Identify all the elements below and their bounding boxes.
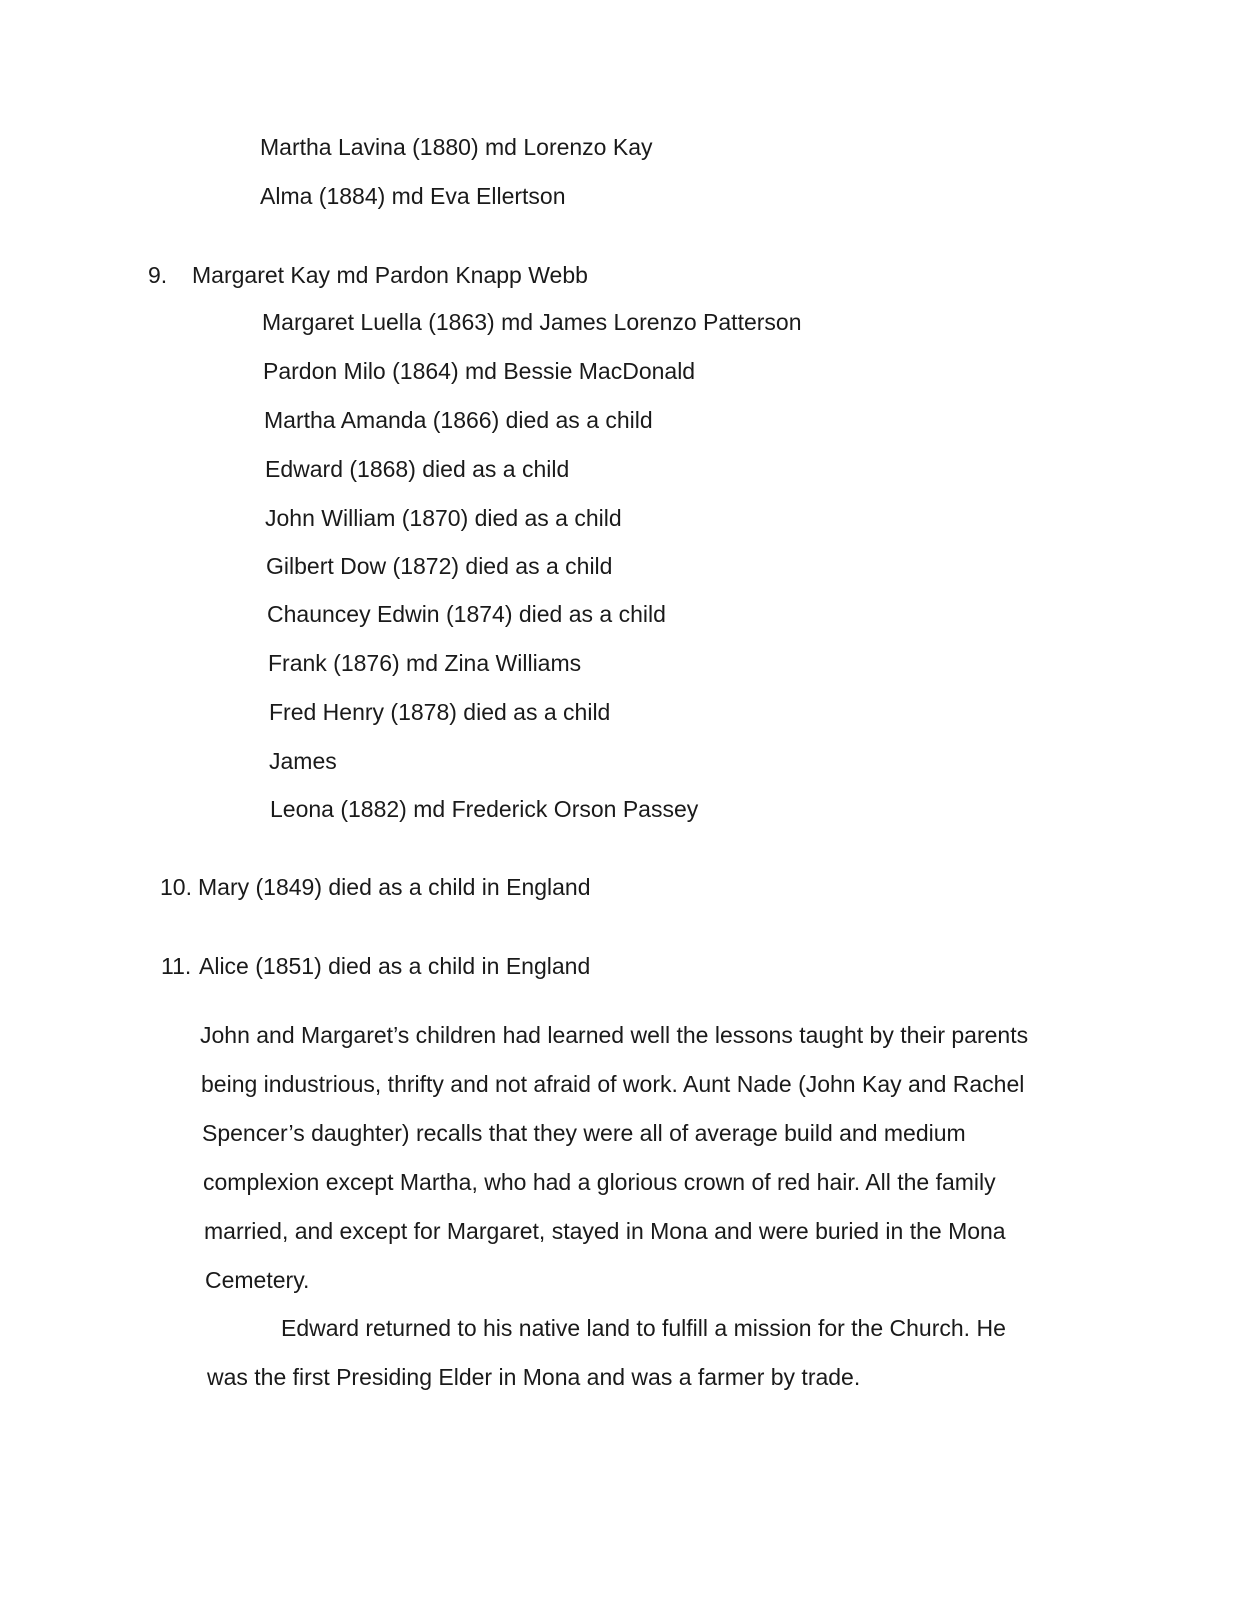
child-line: Fred Henry (1878) died as a child [269,699,611,725]
child-line: Chauncey Edwin (1874) died as a child [267,601,666,627]
prev-child-line: Martha Lavina (1880) md Lorenzo Kay [260,134,653,160]
paragraph-line: complexion except Martha, who had a glorious crown of red hair. All the family [203,1169,996,1195]
child-line: Martha Amanda (1866) died as a child [264,407,653,433]
entry-text: Alice (1851) died as a child in England [199,953,591,979]
child-line: Pardon Milo (1864) md Bessie MacDonald [263,358,696,384]
child-line: Frank (1876) md Zina Williams [268,650,582,676]
child-line: James [269,748,337,774]
child-line: Leona (1882) md Frederick Orson Passey [270,796,699,822]
child-line: Gilbert Dow (1872) died as a child [266,553,613,579]
entry-11 [161,951,590,981]
entry-9-heading [148,260,588,290]
paragraph-line: Cemetery. [205,1267,310,1293]
prev-child-line: Alma (1884) md Eva Ellertson [260,183,566,209]
paragraph-line: Edward returned to his native land to fulfill a mission for the Church. He [281,1315,1006,1341]
entry-heading-text: Margaret Kay md Pardon Knapp Webb [192,262,588,288]
paragraph-line: married, and except for Margaret, stayed in Mona and were buried in the Mona [204,1218,1006,1244]
child-line: Edward (1868) died as a child [265,456,570,482]
paragraph-line: was the first Presiding Elder in Mona and was a farmer by trade. [207,1364,861,1390]
paragraph-line: Spencer’s daughter) recalls that they were all of average build and medium [202,1120,966,1146]
entry-number: 11. [161,953,192,979]
entry-10 [160,872,591,902]
entry-text: Mary (1849) died as a child in England [198,874,591,900]
paragraph-line: John and Margaret’s children had learned well the lessons taught by their parents [200,1022,1029,1048]
paragraph-line: being industrious, thrifty and not afraid of work. Aunt Nade (John Kay and Rachel [201,1071,1025,1097]
entry-number: 10. [160,874,192,900]
child-line: John William (1870) died as a child [265,505,622,531]
child-line: Margaret Luella (1863) md James Lorenzo Patterson [262,309,802,335]
entry-number: 9. [148,262,168,288]
